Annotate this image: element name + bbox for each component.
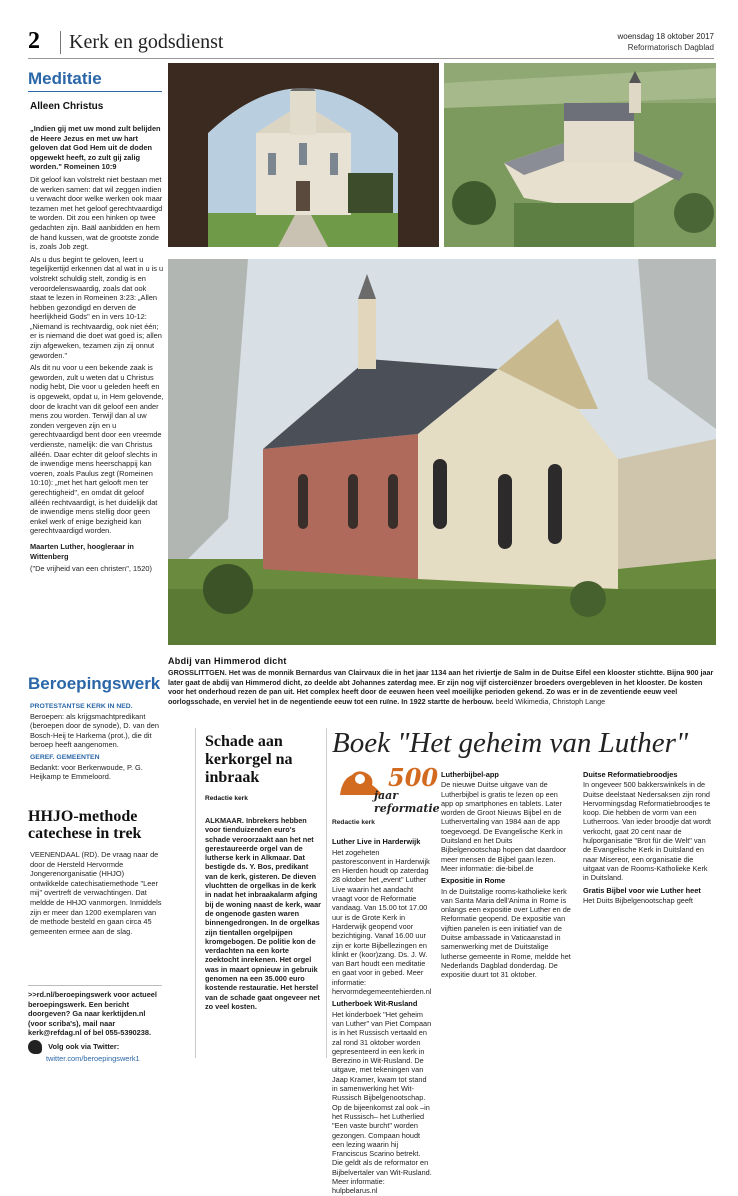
boek-headline: Boek "Het geheim van Luther" [332, 727, 689, 759]
hhjo-headline: HHJO-methode catechese in trek [28, 808, 142, 842]
abbey-aerial-illustration [444, 63, 716, 247]
photo-caption-text: GROSSLITTGEN. Het was de monnik Bernardus van Clairvaux die in het jaar 1134 aan het riviertje de Salm in de Duitse Eifel een klooster stichtte. Bijna 900 jaar later gaat de abdij van Himmerod dicht, zo deelde abt Johannes zaterdag mee. Er zijn nog vijf cisterciënzer broeders overgebleven in het klooster. De kosten voor het onderhoud rezen de pan uit. Het complex heeft door de eeuwen heen veel moeilijke perioden gekend. Zo was er in de zeventiende eeuw veel oorlogsschade, en verviel het in de negentiende eeuw tot een ruïne. In 1922 startte de herbouw. [168, 668, 714, 706]
logo-text: jaar reformatie [374, 789, 440, 815]
issue-date: woensdag 18 oktober 2017 [617, 32, 714, 41]
twitter-icon [28, 1040, 42, 1054]
page-number: 2 [28, 28, 40, 54]
page-header [28, 28, 714, 59]
article-text: De nieuwe Duitse uitgave van de Lutherbijbel is gratis te lezen op een app op smartphones en tablets. Later worden de Groot Nieuws Bijbel en de Luthervertaling van 1984 aan de app toegevoegd. De Evangelische Kerk in Duitsland en het Duits Bijbelgenootschap hopen dat daardoor meer mensen de Bijbel gaan lezen. Meer informatie: die-bibel.de [441, 780, 567, 873]
subheading: Lutherboek Wit-Rusland [332, 999, 418, 1009]
section-title: Kerk en godsdienst [60, 31, 223, 54]
subheading: Expositie in Rome [441, 876, 506, 886]
meditatie-subtitle: Alleen Christus [30, 101, 104, 112]
boek-column-1 [332, 818, 432, 1196]
paper-name: Reformatorisch Dagblad [627, 43, 714, 52]
abbey-arch-photo [168, 63, 439, 247]
article-text: In de Duitstalige rooms-katholieke kerk van Santa Maria dell'Anima in Rome is onlangs een expositie over Luther en de Reformatie geopend. De expositie van vijftien panelen is een initiatief van de Duitse ambassade in Vaticaanstad in samenwerking met de Duitstalige lutherse gemeente in Rome, meldde het Nederlands Dagblad donderdag. De expositie duurt tot 31 oktober. [441, 886, 571, 980]
column-divider [195, 728, 196, 1058]
meditatie-body [30, 124, 164, 577]
article-text: Het zogeheten pastoresconvent in Harderwijk en Hierden houdt op zaterdag 28 oktober het „event" Luther Live waarin het aandacht vraagt voor de Reformatie vandaag. Van 15.00 tot 17.00 uur is de Grote Kerk in Harderwijk geopend voor bezichtiging. Vanaf 16.00 uur zijn er korte Bijbellezingen en klinkt er (koor)zang. Ds. J. W. van Bart houdt een meditatie en gaat voor in gebed. Meer informatie: hervormdegemeentehierden.nl [332, 847, 432, 997]
meditatie-paragraph: Dit geloof kan volstrekt niet bestaan met de werken samen: dat wil zeggen indien u verwacht door welke werken ook maar tezamen met het geloof gerechtvaardigd te worden. Dit zou een hinken op twee gedachten zijn. Baäl aanbidden en hem de hand kussen, wat de grootste zonde is, zoals Job zegt. [30, 174, 163, 252]
abbey-church-illustration [168, 259, 716, 645]
beroep-entry: Beroepen: als krijgsmachtpredikant (beroepen door de synode), D. van den Bosch-Heij te Harkema (prot.), die dit beroep heeft aangenomen. [30, 711, 160, 750]
subheading: Gratis Bijbel voor wie Luther heet [583, 885, 701, 895]
denomination-label: GEREF. GEMEENTEN [30, 753, 100, 761]
article-text: Het Duits Bijbelgenootschap geeft [583, 895, 693, 905]
subheading: Lutherbijbel-app [441, 770, 499, 779]
column-divider [326, 728, 327, 1058]
meditatie-heading: Meditatie [28, 69, 102, 88]
photo-caption [168, 668, 716, 706]
meditatie-quote: „Indien gij met uw mond zult belijden de Heere Jezus en met uw hart geloven dat God Hem uit de doden opgewekt heeft, zo zult gij zalig worden." Romeinen 10:9 [30, 124, 161, 172]
abbey-aerial-photo [444, 63, 716, 247]
hhjo-body: VEENENDAAL (RD). De vraag naar de door de Hersteld Hervormde Jongerenorganisatie (HHJO) ontwikkelde catechisatiemethode "Leer mij" overtreft de verwachtingen. Dat meldde de HHJO vanmorgen. Inmiddels zijn er meer dan 1200 exemplaren van de methode besteld en gaan circa 45 gemeenten ermee aan de slag. [30, 850, 162, 936]
article-text: In ongeveer 500 bakkerswinkels in de Duitse deelstaat Nedersaksen zijn rond Hervormingsdag Reformatiebroodjes te koop. Die hebben de vorm van een Lutherroos. Van ieder broodje dat wordt verkocht, gaat 20 cent naar de hulporganisatie "Brot für die Welt" van de Evangelische Kerk in Duitsland en naar Misereor, een organisatie die uitgaat van de Rooms-Katholieke Kerk in Duitsland. [583, 780, 712, 883]
twitter-label: Volg ook via Twitter: [48, 1041, 120, 1051]
boek-column-3 [583, 767, 713, 1062]
schade-body: ALKMAAR. Inbrekers hebben voor tienduizenden euro's schade veroorzaakt aan het net gerestaureerde orgel van de lutherse kerk in Alkmaar. Dat bestigde ds. Y. Bos, predikant van de kerk, gisteren. De dieven vluchtten de orgelkas in de kerk in nadat het inbraakalarm afging bij de woning naast de kerk, waar de ongenode gasten waren binnengedrongen. In de orgelkas zijn tientallen orgelpijpen kromgebogen. De politie kon de verdachten na een korte zoektocht inrekenen. Het orgel was in maart opnieuw in gebruik genomen na een 35.000 euro kostende restauratie. Het herstel van de schade gaat ongeveer net zo veel kosten. [205, 816, 321, 1011]
abbey-church-photo [168, 259, 716, 645]
meditatie-author: Maarten Luther, hoogleraar in Wittenberg [30, 541, 134, 561]
photo-caption-title: Abdij van Himmerod dicht [168, 656, 287, 666]
beroepingswerk-link-note[interactable]: >>rd.nl/beroepingswerk voor actueel beroepingswerk. Een bericht doorgeven? Ga naar kerktijden.nl (voor scriba's), mail naar kerk@refdag.nl of bel 055-5390238. [28, 985, 162, 1038]
meditatie-source: ("De vrijheid van een christen", 1520) [30, 564, 152, 574]
boek-byline: Redactie kerk [332, 819, 375, 826]
subheading: Duitse Reformatiebroodjes [583, 770, 678, 779]
divider [28, 91, 162, 92]
reformation-500-logo [332, 763, 452, 815]
boek-column-2 [441, 767, 571, 1062]
subheading: Luther Live in Harderwijk [332, 837, 421, 847]
article-text: Het kinderboek "Het geheim van Luther" van Piet Compaan is in het Russisch vertaald en zal rond 31 oktober worden gepresenteerd in een kerk in Berezino in Wit-Rusland. De uitgave, met tekeningen van Jaap Kramer, kwam tot stand in samenwerking het Wit-Russisch Bijbelgenootschap. Op de bijeenkomst zal ook –in het Russisch– het Lutherlied "Een vaste burcht" worden gezongen. Compaan houdt een lezing waarin hij Franciscus Scarino betrekt. Die geldt als de reformator en Bijbelvertaler van Wit-Rusland. Meer informatie: hulpbelarus.nl [332, 1009, 432, 1196]
denomination-label: PROTESTANTSE KERK IN NED. [30, 703, 133, 710]
photo-credit: beeld Wikimedia, Christoph Lange [495, 696, 606, 706]
beroep-entry: Bedankt: voor Berkenwoude, P. G. Heijkamp te Emmeloord. [30, 762, 143, 782]
schade-headline: Schade aan kerkorgel na inbraak [205, 733, 293, 786]
meditatie-paragraph: Als dit nu voor u een bekende zaak is geworden, zult u weten dat u Christus nodig hebt, Die voor u geleden heeft en is opgewekt, opdat u, in Hem gelovende, door de kracht van dit geloof een ander mens zou worden. Terwijl dan al uw zonden vergeven zijn en u gerechtvaardigd bent door een vreemde verdienste, namelijk: die van Christus alléén. Daar echter dit geloof slechts in de inwendige mens heerschappij kan voeren, zoals Paulus zegt (Romeinen 10:10): „met het hart gelooft men ter gerechtigheid", en omdat dit geloof alléén rechtvaardigt, is het duidelijk dat de inwendige mens stellig door geen enkel werk of enige bezigheid kan gerechtvaardigd worden. [30, 363, 164, 536]
meditatie-paragraph: Als u dus begint te geloven, leert u tegelijkertijd erkennen dat al wat in u is u volstrekt schuldig stelt, zondig is en veroordelenswaardig, zoals dat ook staat te lezen in Romeinen 3:23: „Allen hebben gezondigd en derven de heerlijkheid Gods" en in vers 10-12: „Niemand is rechtvaardig, ook niet één; er is niemand die doet wat goed is; allen zijn afgeweken, tezamen zijn zij onnut geworden." [30, 254, 164, 360]
twitter-link[interactable]: twitter.com/beroepingswerk1 [46, 1054, 140, 1063]
beroepingswerk-body [30, 702, 164, 785]
abbey-arch-illustration [168, 63, 439, 247]
logo-number: 500 [388, 763, 439, 792]
beroepingswerk-heading: Beroepingswerk [28, 674, 161, 693]
twitter-follow[interactable] [28, 1040, 162, 1064]
schade-byline: Redactie kerk [205, 795, 248, 802]
